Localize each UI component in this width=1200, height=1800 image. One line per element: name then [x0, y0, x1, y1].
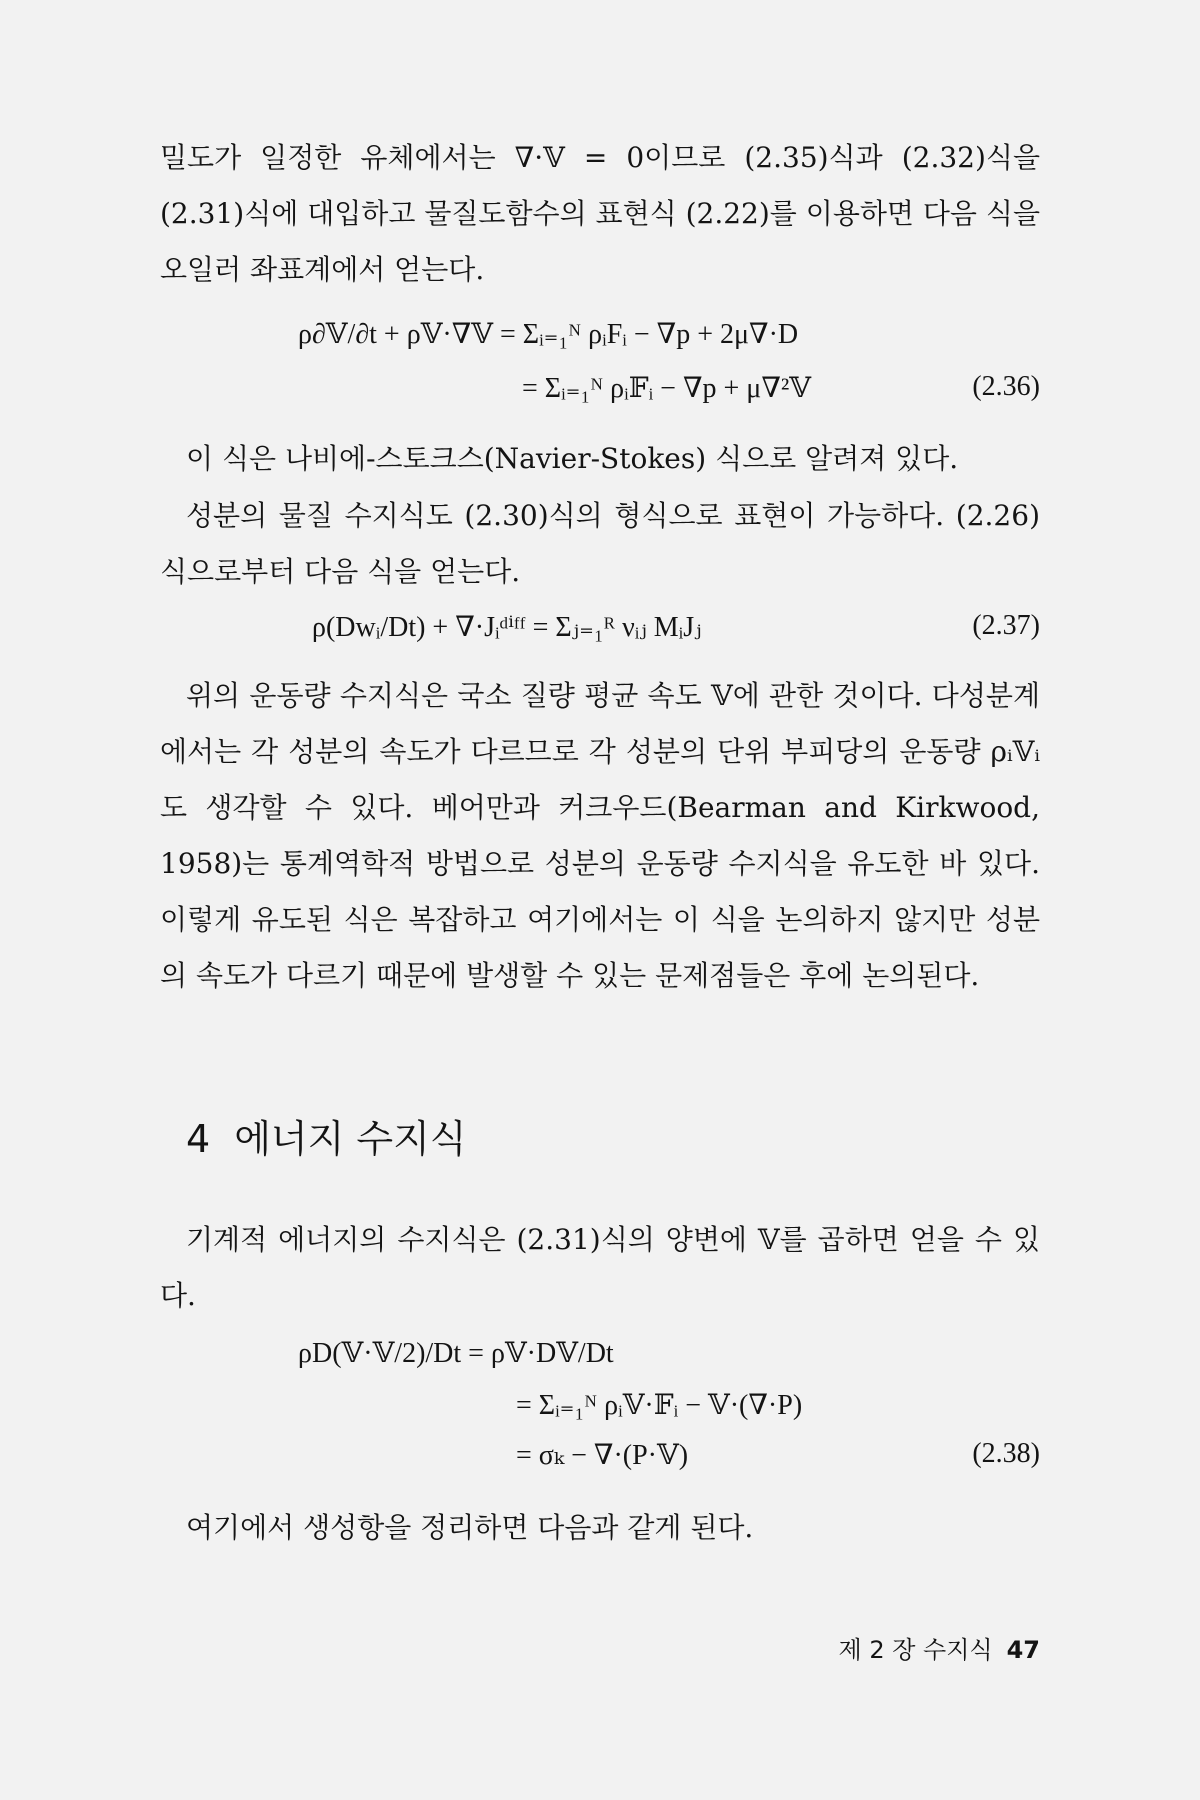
paragraph-text: 위의 운동량 수지식은 국소 질량 평균 속도 𝕍에 관한 것이다. 다성분계에서는 각 성분의 속도가 다르므로 각 성분의 단위 부피당의 운동량 ρᵢ𝕍ᵢ도 생각할 수 있다. 베어만과 커크우드(Bearman and Kirkwood, 1958)는 통계역학적 방법으로 성분의 운동량 수지식을 유도한 바 있다. 이렇게 유도된 식은 복잡하고 여기에서는 이 식을 논의하지 않지만 성분의 속도가 다르기 때문에 발생할 수 있는 문제점들은 후에 논의된다. — [160, 679, 1040, 992]
paragraph-text: 이 식은 나비에-스토크스(Navier-Stokes) 식으로 알려져 있다. — [186, 442, 959, 475]
running-head: 제 2 장 수지식 — [838, 1636, 993, 1664]
paragraph-generation-term — [160, 1500, 1040, 1556]
equation-2-37: ρ(Dwᵢ/Dt) + ∇·Jᵢᵈⁱᶠᶠ = Σⱼ₌₁ᴿ νᵢⱼ MᵢJⱼ — [312, 612, 702, 643]
paragraph-species-balance — [160, 488, 1040, 600]
equation-2-38-line-3: = σₖ − ∇·(P·𝕍) — [516, 1440, 689, 1471]
paragraph-navier-stokes — [160, 431, 1040, 487]
paragraph-intro — [160, 130, 1040, 298]
equation-number-2-38: (2.38) — [972, 1438, 1040, 1469]
paragraph-mechanical-energy — [160, 1212, 1040, 1324]
paragraph-text: 밀도가 일정한 유체에서는 ∇·𝕍 = 0이므로 (2.35)식과 (2.32)식을 (2.31)식에 대입하고 물질도함수의 표현식 (2.22)를 이용하면 다음 식을 오일러 좌표계에서 얻는다. — [160, 141, 1040, 286]
paragraph-momentum — [160, 668, 1040, 1004]
equation-2-38-line-2: = Σᵢ₌₁ᴺ ρᵢ𝕍·𝔽ᵢ − 𝕍·(∇·P) — [516, 1390, 803, 1421]
section-heading — [186, 1108, 467, 1163]
section-title: 에너지 수지식 — [234, 1117, 467, 1161]
paragraph-text: 여기에서 생성항을 정리하면 다음과 같게 된다. — [186, 1511, 754, 1544]
paragraph-text: 기계적 에너지의 수지식은 (2.31)식의 양변에 𝕍를 곱하면 얻을 수 있다. — [160, 1223, 1040, 1312]
paragraph-text: 성분의 물질 수지식도 (2.30)식의 형식으로 표현이 가능하다. (2.26)식으로부터 다음 식을 얻는다. — [160, 499, 1040, 588]
page-footer — [839, 1630, 1040, 1665]
page-number: 47 — [1006, 1636, 1040, 1664]
equation-2-36-line-2: = Σᵢ₌₁ᴺ ρᵢ𝔽ᵢ − ∇p + μ∇²𝕍 — [522, 373, 811, 404]
equation-2-36-line-1: ρ∂𝕍/∂t + ρ𝕍·∇𝕍 = Σᵢ₌₁ᴺ ρᵢFᵢ − ∇p + 2μ∇·D — [298, 319, 799, 350]
section-number: 4 — [186, 1117, 211, 1161]
equation-2-38-line-1: ρD(𝕍·𝕍/2)/Dt = ρ𝕍·D𝕍/Dt — [298, 1338, 614, 1369]
equation-number-2-36: (2.36) — [972, 371, 1040, 402]
equation-number-2-37: (2.37) — [972, 610, 1040, 641]
